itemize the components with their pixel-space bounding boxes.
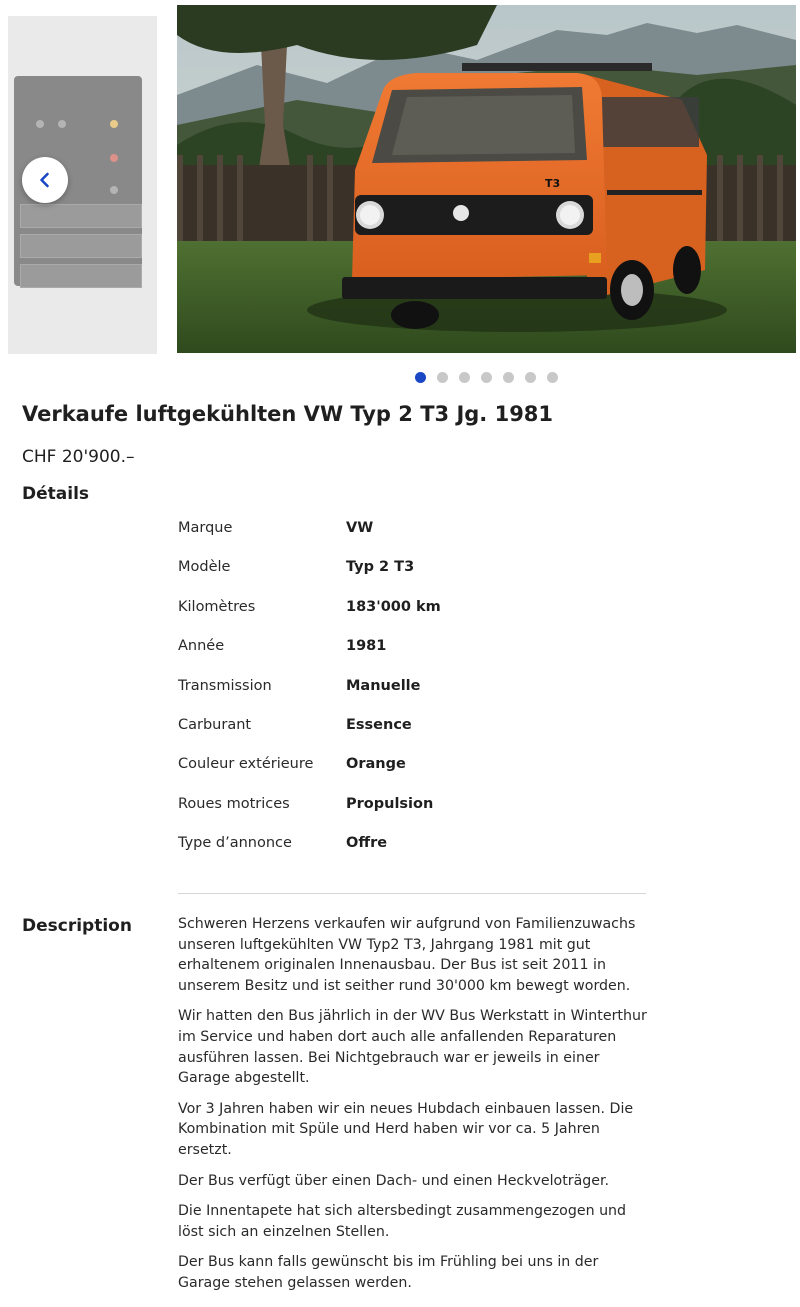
- pagination-dot[interactable]: [481, 372, 492, 383]
- detail-label: Couleur extérieure: [178, 756, 314, 773]
- detail-value: Typ 2 T3: [346, 559, 415, 576]
- gallery-pagination: [0, 372, 800, 384]
- detail-row: [178, 678, 648, 717]
- description-paragraph: Der Bus verfügt über einen Dach- und einen Heckveloträger.: [178, 1172, 610, 1189]
- svg-text:T3: T3: [545, 177, 561, 190]
- description-paragraph: Wir hatten den Bus jährlich in der WV Bus Werkstatt in Winterthur im Service und haben dort auch alle anfallenden Reparaturen ausführen lassen. Bei Nichtgebrauch war er jeweils in einer Garage abgestellt.: [178, 1008, 647, 1087]
- previous-image-button[interactable]: [22, 157, 68, 203]
- detail-label: Année: [178, 638, 225, 655]
- detail-label: Type d’annonce: [178, 835, 292, 852]
- image-gallery: [0, 0, 800, 395]
- detail-label: Modèle: [178, 559, 231, 576]
- vw-bus-photo: [177, 5, 796, 353]
- detail-row: [178, 756, 648, 795]
- description-paragraph: Die Innentapete hat sich altersbedingt zusammengezogen und löst sich an einzelnen Stellen.: [178, 1203, 627, 1240]
- details-heading: Détails: [22, 484, 90, 504]
- section-divider: [178, 893, 646, 894]
- chevron-left-icon: [36, 171, 54, 189]
- details-table: [178, 520, 648, 875]
- pagination-dot[interactable]: [503, 372, 514, 383]
- description-paragraph: Schweren Herzens verkaufen wir aufgrund von Familienzuwachs unseren luftgekühlten VW Typ2 T3, Jahrgang 1981 mit gut erhaltenem originalen Innenausbau. Der Bus ist seit 2011 in unserem Besitz und ist seither rund 30'000 km bewegt worden.: [178, 916, 636, 994]
- listing-title: Verkaufe luftgekühlten VW Typ 2 T3 Jg. 1981: [22, 402, 554, 426]
- detail-label: Roues motrices: [178, 795, 290, 812]
- detail-value: 183'000 km: [346, 598, 441, 615]
- detail-row: [178, 559, 648, 598]
- main-listing-photo[interactable]: [177, 5, 796, 353]
- detail-value: 1981: [346, 638, 387, 655]
- detail-row: [178, 717, 648, 756]
- detail-row: [178, 520, 648, 559]
- detail-value: Offre: [346, 835, 388, 852]
- detail-label: Marque: [178, 520, 233, 536]
- detail-value: VW: [346, 520, 374, 536]
- detail-label: Kilomètres: [178, 598, 256, 615]
- description-body: [178, 914, 648, 1304]
- detail-row: [178, 638, 648, 677]
- description-heading: Description: [22, 916, 132, 936]
- listing-price: CHF 20'900.–: [22, 447, 135, 467]
- detail-row: [178, 835, 648, 874]
- detail-label: Carburant: [178, 716, 252, 733]
- detail-value: Manuelle: [346, 677, 421, 694]
- detail-label: Transmission: [178, 677, 272, 694]
- detail-row: [178, 796, 648, 835]
- pagination-dot[interactable]: [415, 372, 426, 383]
- pagination-dot[interactable]: [459, 372, 470, 383]
- detail-value: Orange: [346, 756, 406, 773]
- detail-row: [178, 599, 648, 638]
- pagination-dot[interactable]: [525, 372, 536, 383]
- description-paragraph: Der Bus kann falls gewünscht bis im Frühling bei uns in der Garage stehen gelassen werden.: [178, 1254, 599, 1291]
- pagination-dot[interactable]: [437, 372, 448, 383]
- detail-value: Essence: [346, 716, 412, 733]
- detail-value: Propulsion: [346, 795, 434, 812]
- description-paragraph: Vor 3 Jahren haben wir ein neues Hubdach einbauen lassen. Die Kombination mit Spüle und Herd haben wir vor ca. 5 Jahren ersetzt.: [178, 1100, 634, 1158]
- pagination-dot[interactable]: [547, 372, 558, 383]
